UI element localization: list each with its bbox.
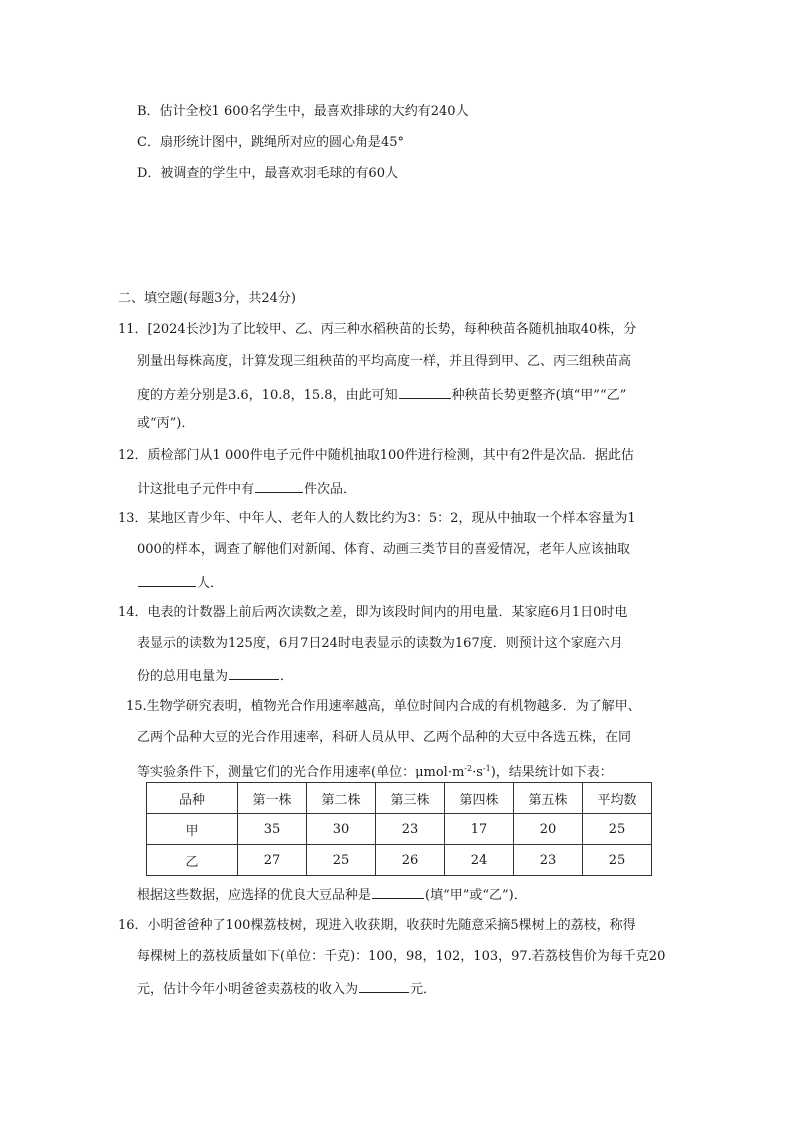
option-c: C．扇形统计图中，跳绳所对应的圆心角是45° xyxy=(137,135,404,150)
q15-unit-mid: ·s xyxy=(472,765,483,780)
table-header-row xyxy=(147,783,652,814)
table-cell: 乙 xyxy=(147,845,238,876)
q14-line2: 表显示的读数为125度，6月7日24时电表显示的读数为167度．则预计这个家庭六月 xyxy=(137,636,623,651)
q16-text-a: 元，估计今年小明爸爸卖荔枝的收入为 xyxy=(137,982,359,997)
table-row xyxy=(147,845,652,876)
q16-line2: 每棵树上的荔枝质量如下(单位：千克)：100，98，102，103，97.若荔枝售价为每千克20 xyxy=(137,949,666,964)
table-header-cell: 第五株 xyxy=(514,783,583,814)
q15-data-table xyxy=(146,782,652,876)
q15-answer-blank[interactable] xyxy=(372,884,424,899)
q11-line4: 或“丙”)． xyxy=(137,416,195,431)
table-cell: 20 xyxy=(514,814,583,845)
q14-text-b: ． xyxy=(280,669,294,684)
q13-line3 xyxy=(137,572,223,594)
table-cell: 35 xyxy=(238,814,307,845)
table-cell: 甲 xyxy=(147,814,238,845)
q11-line2: 别量出每株高度，计算发现三组秧苗的平均高度一样，并且得到甲、乙、丙三组秧苗高 xyxy=(137,354,632,369)
q15-line3 xyxy=(137,759,613,783)
table-cell: 25 xyxy=(583,814,652,845)
q16-text-b: 元． xyxy=(410,982,437,997)
q15-line2: 乙两个品种大豆的光合作用速率，科研人员从甲、乙两个品种的大豆中各选五株，在同 xyxy=(137,730,632,745)
q15-unit-exp2: -1 xyxy=(482,764,491,773)
table-cell: 23 xyxy=(514,845,583,876)
q13-answer-blank[interactable] xyxy=(138,572,196,587)
q15-line1: 15.生物学研究表明，植物光合作用速率越高，单位时间内合成的有机物越多．为了解甲、 xyxy=(126,699,641,714)
table-cell: 17 xyxy=(445,814,514,845)
q15-unit-exp1: -2 xyxy=(464,764,473,773)
table-cell: 30 xyxy=(307,814,376,845)
table-cell: 23 xyxy=(376,814,445,845)
q14-line3 xyxy=(137,665,293,687)
q15-after-a: 根据这些数据，应选择的优良大豆品种是 xyxy=(137,888,372,903)
q12-answer-blank[interactable] xyxy=(255,478,303,493)
q13-line2: 000的样本，调查了解他们对新闻、体育、动画三类节目的喜爱情况，老年人应该抽取 xyxy=(137,542,630,557)
q16-line3 xyxy=(137,978,436,1000)
table-cell: 26 xyxy=(376,845,445,876)
table-cell: 25 xyxy=(307,845,376,876)
q12-line2 xyxy=(137,478,356,500)
q15-after-b: (填“甲”或“乙”)． xyxy=(425,888,527,903)
q11-answer-blank[interactable] xyxy=(399,384,451,399)
table-header-cell: 第四株 xyxy=(445,783,514,814)
q13-line1: 13．某地区青少年、中年人、老年人的人数比约为3：5：2，现从中抽取一个样本容量为1 xyxy=(118,511,636,526)
q14-line1: 14．电表的计数器上前后两次读数之差，即为该段时间内的用电量．某家庭6月1日0时电 xyxy=(118,605,628,620)
option-d: D．被调查的学生中，最喜欢羽毛球的有60人 xyxy=(137,166,398,181)
section-title: 二、填空题(每题3分，共24分) xyxy=(118,291,296,306)
table-cell: 27 xyxy=(238,845,307,876)
option-b: B．估计全校1 600名学生中，最喜欢排球的大约有240人 xyxy=(137,104,469,119)
q11-text-b: 种秧苗长势更整齐(填“甲”“乙” xyxy=(451,388,627,403)
q14-text-a: 份的总用电量为 xyxy=(137,669,229,684)
q15-text-b: )，结果统计如下表： xyxy=(490,765,613,780)
q15-text-a: 等实验条件下，测量它们的光合作用速率(单位：μmol·m xyxy=(137,765,465,780)
q11-line1: 11．[2024长沙]为了比较甲、乙、丙三种水稻秧苗的长势，每种秧苗各随机抽取40株，分 xyxy=(118,322,637,337)
table-cell: 24 xyxy=(445,845,514,876)
q12-text-a: 计这批电子元件中有 xyxy=(137,482,255,497)
q12-text-b: 件次品． xyxy=(304,482,357,497)
q11-line3 xyxy=(137,384,626,406)
q13-text-b: 人． xyxy=(197,576,224,591)
q14-answer-blank[interactable] xyxy=(229,665,279,680)
table-cell: 25 xyxy=(583,845,652,876)
table-header-cell: 第三株 xyxy=(376,783,445,814)
q15-after-table xyxy=(137,884,527,906)
q16-line1: 16．小明爸爸种了100棵荔枝树，现进入收获期，收获时先随意采摘5棵树上的荔枝，称得 xyxy=(118,918,636,933)
table-row xyxy=(147,814,652,845)
q16-answer-blank[interactable] xyxy=(359,978,409,993)
table-header-cell: 第一株 xyxy=(238,783,307,814)
table-header-cell: 品种 xyxy=(147,783,238,814)
table-header-cell: 平均数 xyxy=(583,783,652,814)
table-header-cell: 第二株 xyxy=(307,783,376,814)
q12-line1: 12．质检部门从1 000件电子元件中随机抽取100件进行检测，其中有2件是次品．据此估 xyxy=(118,448,634,463)
q11-text-a: 度的方差分别是3.6，10.8，15.8，由此可知 xyxy=(137,388,398,403)
